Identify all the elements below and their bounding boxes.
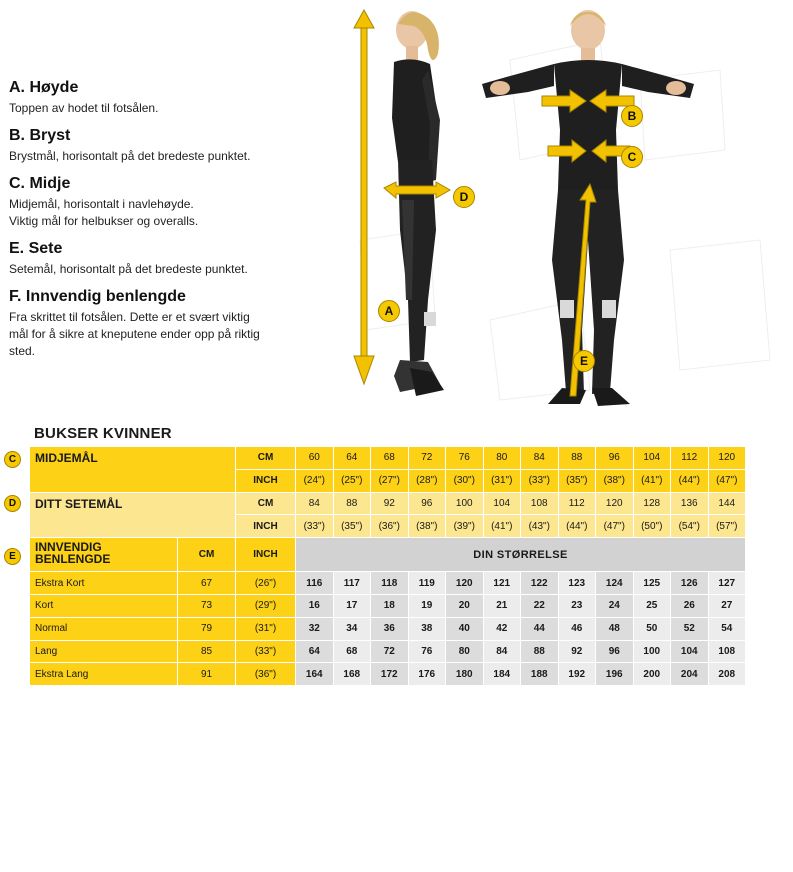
guide-title-height: A. Høyde [9,79,79,96]
size-cell: 76 [408,640,446,663]
guide-text-waist-2: Viktig mål for helbukser og overalls. [9,214,199,228]
size-cell: 22 [521,594,559,617]
inseam-row-name: Ekstra Kort [30,572,178,595]
size-cell: 172 [371,663,409,686]
seat-inch-cell: (41") [483,515,521,538]
inseam-row-cm: 85 [178,640,236,663]
size-cell: 50 [633,617,671,640]
marker-b: B [621,105,643,127]
seat-cm-cell: 96 [408,492,446,515]
size-cell: 72 [371,640,409,663]
inseam-row [30,663,746,686]
size-cell: 18 [371,594,409,617]
guide-title-chest: B. Bryst [9,127,71,144]
waist-cm-cell: 64 [333,447,371,470]
inseam-row [30,572,746,595]
inseam-row-name: Ekstra Lang [30,663,178,686]
seat-cm-cell: 108 [521,492,559,515]
inseam-row-name: Normal [30,617,178,640]
seat-inch-cell: (57") [708,515,746,538]
seat-unit-cm: CM [236,492,296,515]
marker-a: A [378,300,400,322]
inseam-row-name: Lang [30,640,178,663]
models-illustration [340,0,793,410]
size-cell: 92 [558,640,596,663]
size-cell: 36 [371,617,409,640]
inseam-row [30,640,746,663]
inseam-unit-inch: INCH [236,538,296,572]
size-cell: 46 [558,617,596,640]
size-cell: 32 [296,617,334,640]
size-cell: 192 [558,663,596,686]
inseam-row-name: Kort [30,594,178,617]
guide-item-waist [9,174,309,230]
seat-cm-cell: 100 [446,492,484,515]
waist-inch-cell: (44") [671,469,709,492]
inseam-unit-cm: CM [178,538,236,572]
size-cell: 68 [333,640,371,663]
size-cell: 42 [483,617,521,640]
seat-cm-cell: 84 [296,492,334,515]
size-cell: 180 [446,663,484,686]
waist-unit-cm: CM [236,447,296,470]
seat-inch-cell: (38") [408,515,446,538]
seat-cm-cell: 92 [371,492,409,515]
waist-cm-cell: 120 [708,447,746,470]
inseam-row-inch: (36") [236,663,296,686]
seat-cm-cell: 128 [633,492,671,515]
marker-d: D [453,186,475,208]
seat-label: DITT SETEMÅL [30,492,236,538]
seat-inch-cell: (33") [296,515,334,538]
guide-text-waist-1: Midjemål, horisontalt i navlehøyde. [9,197,194,211]
size-table-body [30,447,746,686]
size-header: DIN STØRRELSE [296,538,746,572]
waist-inch-cell: (35") [558,469,596,492]
waist-inch-cell: (25") [333,469,371,492]
waist-cm-cell: 84 [521,447,559,470]
waist-label: MIDJEMÅL [30,447,236,493]
guide-text-inseam-3: sted. [9,344,36,358]
seat-unit-inch: INCH [236,515,296,538]
size-cell: 54 [708,617,746,640]
size-cell: 200 [633,663,671,686]
height-arrow [354,10,374,384]
size-cell: 124 [596,572,634,595]
size-cell: 64 [296,640,334,663]
size-cell: 108 [708,640,746,663]
size-cell: 104 [671,640,709,663]
seat-cm-cell: 120 [596,492,634,515]
side-model [392,11,444,396]
size-cell: 117 [333,572,371,595]
size-cell: 123 [558,572,596,595]
waist-inch-cell: (47") [708,469,746,492]
size-cell: 100 [633,640,671,663]
size-cell: 118 [371,572,409,595]
size-cell: 52 [671,617,709,640]
table-title: BUKSER KVINNER [34,425,172,442]
guide-text-inseam-1: Fra skrittet til fotsålen. Dette er et svært viktig [9,310,250,324]
size-cell: 119 [408,572,446,595]
seat-inch-cell: (36") [371,515,409,538]
size-cell: 164 [296,663,334,686]
guide-item-inseam [9,287,309,360]
size-cell: 96 [596,640,634,663]
size-cell: 176 [408,663,446,686]
inseam-row-cm: 73 [178,594,236,617]
size-cell: 168 [333,663,371,686]
inseam-row-cm: 67 [178,572,236,595]
waist-cm-cell: 68 [371,447,409,470]
size-cell: 27 [708,594,746,617]
size-cell: 34 [333,617,371,640]
size-cell: 25 [633,594,671,617]
guide-title-waist: C. Midje [9,175,71,192]
size-cell: 125 [633,572,671,595]
waist-unit-inch: INCH [236,469,296,492]
size-cell: 127 [708,572,746,595]
waist-inch-cell: (27") [371,469,409,492]
inseam-row-cm: 91 [178,663,236,686]
table-marker-c: C [4,451,21,468]
size-cell: 208 [708,663,746,686]
seat-cm-cell: 144 [708,492,746,515]
inseam-row-cm: 79 [178,617,236,640]
size-cell: 21 [483,594,521,617]
size-cell: 17 [333,594,371,617]
size-cell: 204 [671,663,709,686]
size-cell: 26 [671,594,709,617]
guide-title-seat: E. Sete [9,240,63,257]
seat-inch-cell: (50") [633,515,671,538]
waist-inch-cell: (33") [521,469,559,492]
inseam-label [30,538,178,572]
size-cell: 126 [671,572,709,595]
size-cell: 121 [483,572,521,595]
seat-cm-cell: 112 [558,492,596,515]
waist-cm-cell: 88 [558,447,596,470]
waist-cm-cell: 60 [296,447,334,470]
size-cell: 84 [483,640,521,663]
size-cell: 44 [521,617,559,640]
seat-inch-cell: (39") [446,515,484,538]
size-cell: 40 [446,617,484,640]
inseam-header-row [30,538,746,572]
marker-c: C [621,146,643,168]
seat-inch-cell: (43") [521,515,559,538]
seat-inch-cell: (35") [333,515,371,538]
measurement-guide [9,78,309,369]
size-cell: 88 [521,640,559,663]
seat-inch-cell: (54") [671,515,709,538]
size-cell: 24 [596,594,634,617]
inseam-row [30,617,746,640]
waist-inch-cell: (41") [633,469,671,492]
size-cell: 188 [521,663,559,686]
measurement-figure [340,0,793,410]
size-cell: 120 [446,572,484,595]
waist-inch-cell: (31") [483,469,521,492]
inseam-label-line1: INNVENDIG [35,540,102,555]
size-cell: 23 [558,594,596,617]
inseam-row-inch: (33") [236,640,296,663]
size-cell: 184 [483,663,521,686]
seat-cm-cell: 88 [333,492,371,515]
seat-inch-cell: (44") [558,515,596,538]
guide-title-inseam: F. Innvendig benlengde [9,288,186,305]
inseam-row-inch: (31") [236,617,296,640]
table-marker-e: E [4,548,21,565]
marker-e: E [573,350,595,372]
waist-cm-cell: 80 [483,447,521,470]
guide-item-height [9,78,309,117]
inseam-row-inch: (26") [236,572,296,595]
waist-inch-cell: (30") [446,469,484,492]
size-cell: 48 [596,617,634,640]
size-cell: 196 [596,663,634,686]
seat-cm-cell: 136 [671,492,709,515]
size-cell: 20 [446,594,484,617]
size-cell: 80 [446,640,484,663]
waist-cm-cell: 76 [446,447,484,470]
table-marker-d: D [4,495,21,512]
waist-inch-cell: (24") [296,469,334,492]
guide-text-inseam-2: mål for å sikre at kneputene ender opp på riktig [9,327,260,341]
seat-cm-row [30,492,746,515]
inseam-row [30,594,746,617]
guide-text-seat: Setemål, horisontalt på det bredeste punktet. [9,262,248,276]
waist-cm-cell: 72 [408,447,446,470]
size-cell: 38 [408,617,446,640]
waist-cm-cell: 96 [596,447,634,470]
guide-item-seat [9,239,309,278]
seat-inch-cell: (47") [596,515,634,538]
size-cell: 116 [296,572,334,595]
seat-cm-cell: 104 [483,492,521,515]
waist-inch-cell: (38") [596,469,634,492]
size-table [29,446,746,686]
size-cell: 16 [296,594,334,617]
waist-cm-cell: 104 [633,447,671,470]
guide-text-chest: Brystmål, horisontalt på det bredeste punktet. [9,149,251,163]
size-cell: 19 [408,594,446,617]
inseam-label-line2: BENLENGDE [35,552,111,567]
size-cell: 122 [521,572,559,595]
waist-inch-cell: (28") [408,469,446,492]
guide-item-chest [9,126,309,165]
guide-text-height: Toppen av hodet til fotsålen. [9,101,159,115]
inseam-row-inch: (29") [236,594,296,617]
waist-cm-cell: 112 [671,447,709,470]
waist-cm-row [30,447,746,470]
